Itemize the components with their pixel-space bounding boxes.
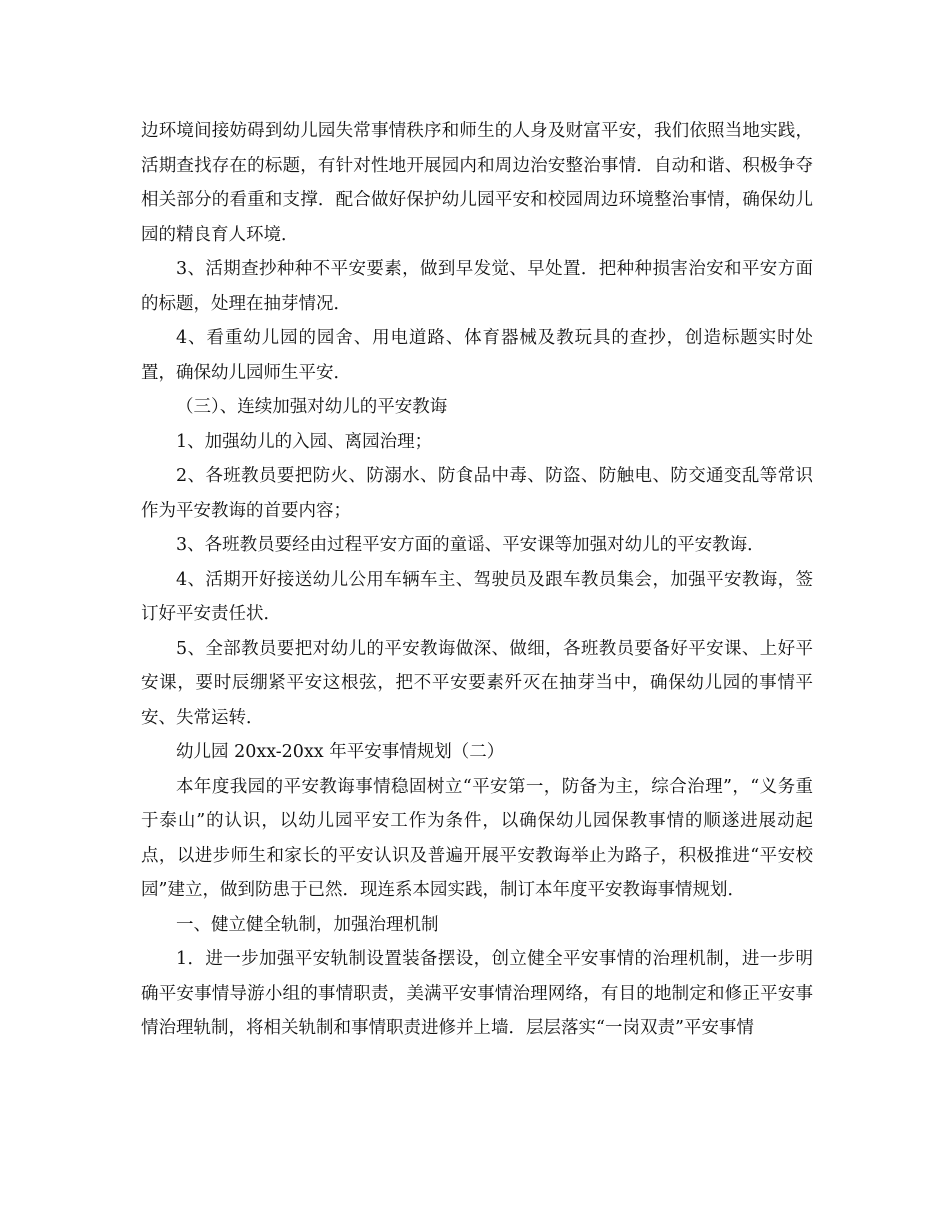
paragraph-item-4-facility-check: 4、看重幼儿园的园舍、用电道路、体育器械及教玩具的查抄，创造标题实时处置，确保幼儿园师生平安． [141, 328, 813, 383]
paragraph-item-3-songs-lessons: 3、各班教员要经由过程平安方面的童谣、平安课等加强对幼儿的平安教诲． [176, 535, 765, 555]
paragraph-annual-plan-intro: 本年度我园的平安教诲事情稳固树立“平安第一，防备为主，综合治理”，“义务重于泰山”的认识，以幼儿园平安工作为条件，以确保幼儿园保教事情的顺遂进展动起点，以进步师生和家长的平安认识及普遍开展平安教诲举止为路子，积极推进“平安校园”建立，做到防患于已然．现连系本园实践，制订本年度平安教诲事情规划． [141, 776, 813, 900]
section-heading-safety-education: （三）、连续加强对幼儿的平安教诲 [176, 397, 448, 417]
paragraph-item-5-all-teachers: 5、全部教员要把对幼儿的平安教诲做深、做细，各班教员要备好平安课、上好平安课，要时辰绷紧平安这根弦，把不平安要素歼灭在抽芽当中，确保幼儿园的事情平安、失常运转． [141, 638, 813, 728]
paragraph-item-4-vehicle-meeting: 4、活期开好接送幼儿公用车辆车主、驾驶员及跟车教员集会，加强平安教诲，签订好平安责任状． [141, 569, 813, 624]
paragraph-item-2-teacher-content: 2、各班教员要把防火、防溺水、防食品中毒、防盗、防触电、防交通变乱等常识作为平安教诲的首要内容； [141, 466, 813, 521]
document-subtitle-plan-two: 幼儿园 20xx-20xx 年平安事情规划（二） [176, 742, 505, 762]
paragraph-environment-continuation: 边环境间接妨碍到幼儿园失常事情秩序和师生的人身及财富平安，我们依照当地实践，活期查找存在的标题，有针对性地开展园内和周边治安整治事情．自动和谐、积极争夺相关部分的看重和支撑．配合做好保护幼儿园平安和校园周边环境整治事情，确保幼儿园的精良育人环境． [141, 121, 813, 245]
paragraph-item-3-hazard-check: 3、活期查抄种种不平安要素，做到早发觉、早处置．把种种损害治安和平安方面的标题，处理在抽芽情况． [141, 259, 813, 314]
paragraph-item-1-regulation-system: 1．进一步加强平安轨制设置装备摆设，创立健全平安事情的治理机制，进一步明确平安事情导游小组的事情职责，美满平安事情治理网络，有目的地制定和修正平安事情治理轨制，将相关轨制和事情职责进修并上墙．层层落实“一岗双责”平安事情 [141, 949, 813, 1038]
document-body [141, 114, 813, 1046]
paragraph-item-1-entry-exit: 1、加强幼儿的入园、离园治理； [176, 431, 433, 452]
section-heading-regulations: 一、健立健全轨制，加强治理机制 [176, 914, 439, 935]
